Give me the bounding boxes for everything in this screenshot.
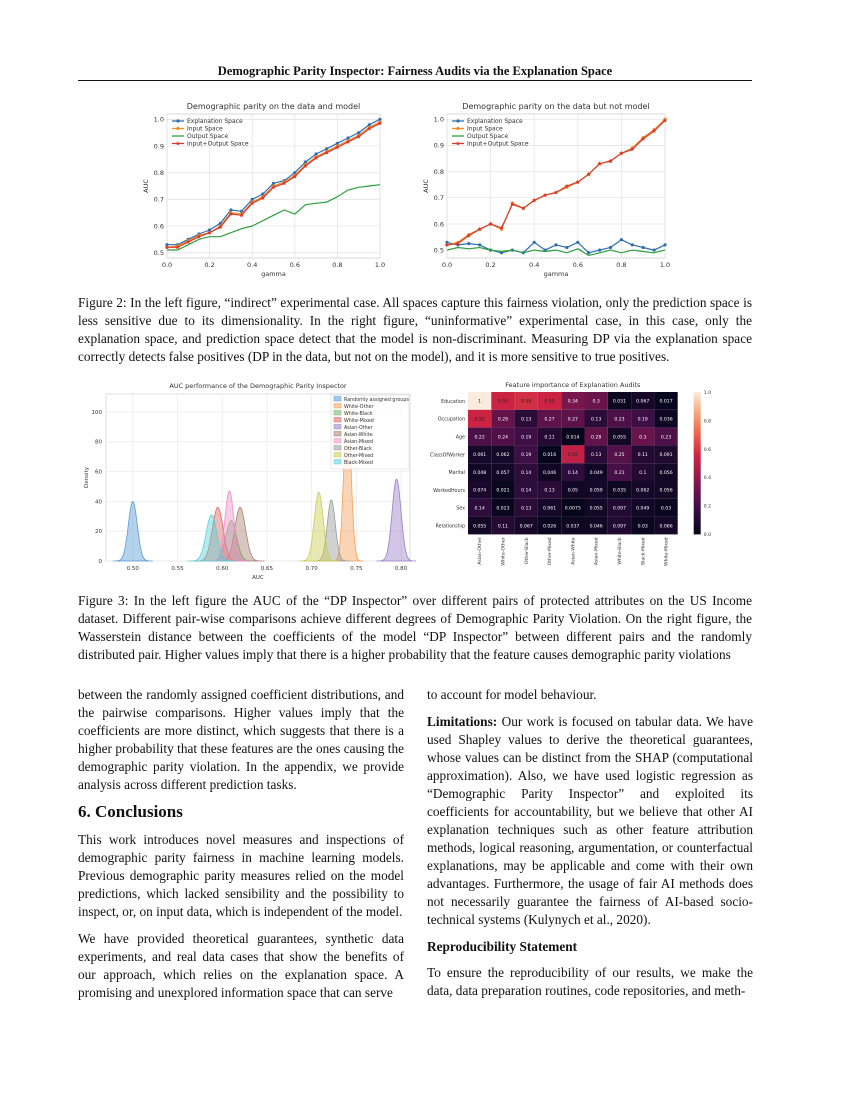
heatmap-cell-value: 0.55 <box>474 417 485 423</box>
heatmap-cell-value: 0.097 <box>612 524 627 530</box>
figure2-caption: Figure 2: In the left figure, “indirect” experimental case. All spaces capture this fairness violation, only the prediction space is less sensitive due to its dimensionality. In the right figure, “uninformative” experimental case, in this case, only the explanation space, and prediction space detect that the model is non-discriminant. Measuring DP via the explanation space correctly detects false positives (DP in the data, but not on the model), and it is more sensitive to true positives. <box>78 295 752 364</box>
legend-label: Input+Output Space <box>187 140 249 148</box>
x-tick-label: 0.60 <box>216 566 229 572</box>
y-tick-label: 20 <box>95 529 102 536</box>
heatmap-cell-value: 0.25 <box>614 453 625 459</box>
heatmap-cell-value: 0.056 <box>659 488 673 494</box>
heatmap-cell-value: 0.066 <box>659 524 673 530</box>
heatmap-row-label: Sex <box>456 506 465 512</box>
data-point <box>642 246 645 249</box>
heatmap-cell-value: 0.13 <box>544 488 555 494</box>
x-axis-label: gamma <box>543 270 569 278</box>
figure3-caption: Figure 3: In the left figure the AUC of the “DP Inspector” over different pairs of protected attributes on the US Income dataset. Different pair-wise comparisons achieve different degrees of Demographic Parity Violation. On the right figure, the Wasserstein distance between the coefficients of the model “DP Inspector” between different pairs and the randomly distributed pair. Higher values imply that there is a higher probability that the feature causes demographic parity violations <box>78 593 752 662</box>
colorbar-tick-label: 0.8 <box>703 419 712 425</box>
heatmap-cell-value: 0.21 <box>614 470 625 476</box>
heatmap-column-label: White-Other <box>501 537 507 566</box>
legend-label: Asian-White <box>344 432 373 438</box>
heatmap-column-label: White-Black <box>617 537 623 565</box>
legend-swatch <box>334 404 341 409</box>
y-tick-label: 0.6 <box>433 220 444 229</box>
data-point <box>609 246 612 249</box>
chart-title: AUC performance of the Demographic Parity Inspector <box>169 382 347 390</box>
legend-label: Output Space <box>467 133 509 141</box>
data-point <box>478 243 481 246</box>
data-point <box>663 243 666 246</box>
heatmap-column-label: White-Mixed <box>664 537 670 566</box>
running-title: Demographic Parity Inspector: Fairness Audits via the Explanation Space <box>217 64 613 78</box>
heatmap-cell-value: 1 <box>478 399 482 405</box>
colorbar-tick-label: 0.6 <box>703 447 712 453</box>
y-tick-label: 0.7 <box>433 194 444 203</box>
figure2-right-chart <box>420 98 675 278</box>
heatmap-cell-value: 0.14 <box>474 506 485 512</box>
x-tick-label: 1.0 <box>374 261 386 269</box>
y-tick-label: 1.0 <box>153 115 164 124</box>
heatmap-title: Feature importance of Explanation Audits <box>505 381 641 389</box>
data-point <box>533 241 536 244</box>
heatmap-cell-value: 0.23 <box>660 435 672 441</box>
heatmap-cell-value: 0.23 <box>614 417 625 423</box>
legend-label: Black-Mixed <box>344 460 373 466</box>
heatmap-cell-value: 0.34 <box>567 399 578 405</box>
heatmap-row-label: Marital <box>448 471 465 477</box>
heatmap-cell-value: 0.031 <box>612 399 627 405</box>
heatmap-cell-value: 0.55 <box>544 399 555 405</box>
heatmap-cell-value: 0.016 <box>542 453 557 459</box>
heatmap-cell-value: 0.055 <box>589 506 603 512</box>
heatmap-column-label: Asian-Other <box>478 537 484 565</box>
heatmap-row-label: Age <box>455 435 465 441</box>
limitations-title: Limitations: <box>427 714 498 729</box>
heatmap-cell-value: 0.13 <box>521 506 532 512</box>
legend-label: White-Other <box>344 404 374 410</box>
heatmap-cell-value: 0.067 <box>636 399 650 405</box>
y-tick-label: 0.5 <box>433 246 444 255</box>
y-tick-label: 0.9 <box>433 141 444 150</box>
legend-swatch <box>334 418 341 423</box>
x-tick-label: 0.6 <box>572 261 583 269</box>
legend-label: White-Black <box>344 411 373 417</box>
paragraph: between the randomly assigned coefficient distributions, and the pairwise comparisons. Higher values imply that the coefficients are more distinct, which suggests that there is a higher probability that these features are the ones causing the demographic parity violation. In the appendix, we provide analysis across different prediction tasks. <box>78 687 404 792</box>
x-tick-label: 0.80 <box>394 566 408 572</box>
data-point <box>467 242 470 245</box>
heatmap-cell-value: 0.023 <box>496 506 510 512</box>
chart-title: Demographic parity on the data and model <box>186 102 361 111</box>
paragraph: to account for model behaviour. <box>427 687 597 702</box>
heatmap-cell-value: 0.24 <box>497 435 509 441</box>
x-tick-label: 0.4 <box>247 261 258 269</box>
data-point <box>554 243 557 246</box>
heatmap-cell-value: 0.13 <box>521 417 532 423</box>
heatmap-cell-value: 0.037 <box>566 524 580 530</box>
x-tick-label: 0.2 <box>485 261 496 269</box>
legend-marker <box>176 119 179 122</box>
y-tick-label: 60 <box>95 469 102 476</box>
x-tick-label: 1.0 <box>659 261 671 269</box>
x-tick-label: 0.55 <box>171 566 184 572</box>
legend-label: Input+Output Space <box>467 140 529 148</box>
heatmap-cell-value: 0.062 <box>636 488 650 494</box>
heatmap-cell-value: 0.061 <box>542 506 557 512</box>
x-tick-label: 0.75 <box>350 566 363 572</box>
heatmap-cell-value: 0.048 <box>473 470 487 476</box>
legend-swatch <box>334 453 341 458</box>
legend-swatch <box>334 432 341 437</box>
y-tick-label: 0.7 <box>153 195 164 204</box>
heatmap-cell-value: 0.03 <box>660 506 672 512</box>
heatmap-cell-value: 0.061 <box>473 453 487 459</box>
data-point <box>620 238 623 241</box>
y-tick-label: 0.8 <box>153 168 164 177</box>
heatmap-column-label: Other-Mixed <box>548 537 554 566</box>
legend <box>331 395 409 469</box>
heatmap-cell-value: 0.28 <box>591 435 602 441</box>
x-tick-label: 0.8 <box>332 261 343 269</box>
heatmap-cell-value: 0.074 <box>473 488 487 494</box>
y-tick-label: 0.6 <box>153 222 164 231</box>
y-tick-label: 0.9 <box>153 142 164 151</box>
heatmap-cell-value: 0.035 <box>612 488 627 494</box>
heatmap-cell-value: 0.056 <box>659 470 673 476</box>
legend-label: Output Space <box>187 133 229 141</box>
heatmap-column-label: Black-Mixed <box>641 537 647 566</box>
data-point <box>587 251 590 254</box>
legend-marker <box>456 119 459 122</box>
y-tick-label: 40 <box>95 499 102 506</box>
data-point <box>576 241 579 244</box>
legend-swatch <box>334 446 341 451</box>
heatmap-cell-value: 0.046 <box>542 470 557 476</box>
heatmap-column-label: Other-Black <box>524 537 530 565</box>
legend-swatch <box>334 425 341 430</box>
x-axis-label: gamma <box>261 270 286 278</box>
y-axis-label: AUC <box>422 179 430 193</box>
colorbar <box>694 392 701 534</box>
limitations-text: Our work is focused on tabular data. We have used Shapley values to derive the theoretical guarantees, whose values can be distinct from the SHAP (computational approximation). Also, we have used logistic regression as “Demographic Parity Inspector” and exploited its coefficients for accountability, but we believe that other AI explanation techniques such as other feature attribution methods, logical reasoning, argumentation, or counterfactual explanations, may be applicable and come with their own advantages. Furthermore, the usage of fair AI methods does not necessarily guarantee the fairness of AI-based socio-technical systems (Kulynych et al., 2020). <box>427 714 753 927</box>
y-tick-label: 100 <box>91 409 102 416</box>
limitations-paragraph <box>427 713 753 929</box>
legend-swatch <box>334 411 341 416</box>
heatmap-column-label: Asian-White <box>571 537 577 565</box>
legend-label: Randomly assigned groups <box>344 397 409 403</box>
legend-label: Explanation Space <box>467 118 523 126</box>
heatmap-column-label: Asian-Mixed <box>594 537 600 566</box>
heatmap-cell-value: 0.14 <box>567 470 578 476</box>
y-tick-label: 1.0 <box>433 115 444 124</box>
heatmap-cell-value: 0.14 <box>521 488 532 494</box>
section-title: 6. Conclusions <box>78 802 183 821</box>
heatmap-cell-value: 0.52 <box>567 453 578 459</box>
heatmap-cell-value: 0.091 <box>659 453 673 459</box>
x-tick-label: 0.6 <box>289 261 300 269</box>
heatmap-cell-value: 0.014 <box>566 435 580 441</box>
heatmap-cell-value: 0.059 <box>589 488 603 494</box>
colorbar-tick-label: 0.2 <box>703 504 712 510</box>
heatmap-cell-value: 0.22 <box>474 435 485 441</box>
x-tick-label: 0.4 <box>529 261 540 269</box>
heatmap-cell-value: 0.062 <box>496 453 510 459</box>
y-tick-label: 80 <box>95 439 102 446</box>
heatmap-cell-value: 0.13 <box>591 417 602 423</box>
data-point <box>565 246 568 249</box>
paragraph: This work introduces novel measures and inspections of demographic parity fairness in machine learning models. Previous demographic parity measures relied on the model predictions, which lacked sensibility and the possibility to inspect, or, on input data, which is independent of the model. <box>78 832 404 919</box>
legend-swatch <box>334 397 341 402</box>
legend-label: Other-Black <box>344 446 372 452</box>
paragraph: To ensure the reproducibility of our results, we make the data, data preparation routines, code repositories, and meth- <box>427 965 753 998</box>
heatmap-row-label: Occupation <box>437 417 465 423</box>
x-tick-label: 0.65 <box>260 566 274 572</box>
paragraph: We have provided theoretical guarantees, synthetic data experiments, and real data cases that show the benefits of our approach, which relies on the explanation space. A promising and unexplored information space that can serve <box>78 931 404 1000</box>
heatmap-cell-value: 0.05 <box>567 488 578 494</box>
y-axis-label: Density <box>84 467 90 488</box>
data-point <box>631 243 634 246</box>
x-axis-label: AUC <box>252 575 264 581</box>
heatmap-cell-value: 0.049 <box>589 470 603 476</box>
x-tick-label: 0.50 <box>126 566 139 572</box>
heatmap-cell-value: 0.049 <box>636 506 650 512</box>
chart-title: Demographic parity on the data but not model <box>462 102 650 111</box>
heatmap-row-label: ClassOfWorker <box>430 453 465 459</box>
y-axis-label: AUC <box>142 179 150 193</box>
data-point <box>598 249 601 252</box>
legend-swatch <box>334 460 341 465</box>
colorbar-tick-label: 0.4 <box>703 476 712 482</box>
legend-label: Input Space <box>467 125 503 133</box>
heatmap-cell-value: 0.3 <box>592 399 600 405</box>
heatmap-cell-value: 0.03 <box>637 524 648 530</box>
left-column <box>78 686 404 1011</box>
x-tick-label: 0.0 <box>161 261 173 269</box>
legend-label: Asian-Other <box>344 425 373 431</box>
heatmap-row-label: Education <box>441 399 465 405</box>
y-tick-label: 0 <box>98 559 102 565</box>
right-column <box>427 686 753 1009</box>
heatmap-cell-value: 0.097 <box>612 506 627 512</box>
heatmap-cell-value: 0.27 <box>544 417 555 423</box>
legend-label: Other-Mixed <box>344 453 374 459</box>
header-rule <box>78 80 752 81</box>
legend-label: Explanation Space <box>187 118 243 126</box>
figure3-left-chart <box>76 380 416 585</box>
legend-label: Input Space <box>187 125 223 133</box>
legend-label: Asian-Mixed <box>344 439 373 445</box>
heatmap-cell-value: 0.046 <box>589 524 603 530</box>
legend-marker <box>456 127 459 130</box>
heatmap-cell-value: 0.13 <box>591 453 602 459</box>
colorbar-tick-label: 0.0 <box>703 533 712 539</box>
heatmap-cell-value: 0.055 <box>473 524 487 530</box>
heatmap-cell-value: 0.55 <box>497 399 509 405</box>
heatmap-cell-value: 0.1 <box>639 470 647 476</box>
legend-marker <box>176 127 179 130</box>
heatmap-cell-value: 0.055 <box>612 435 627 441</box>
x-tick-label: 0.2 <box>204 261 215 269</box>
x-tick-label: 0.70 <box>305 566 318 572</box>
heatmap-cell-value: 0.19 <box>637 417 648 423</box>
subsection-title: Reproducibility Statement <box>427 939 578 954</box>
figure3-right-heatmap <box>418 380 720 580</box>
heatmap-cell-value: 0.3 <box>639 435 647 441</box>
heatmap-cell-value: 0.026 <box>542 524 557 530</box>
heatmap-row-label: Relationship <box>435 524 465 530</box>
legend-swatch <box>334 439 341 444</box>
colorbar-tick-label: 1.0 <box>703 390 712 396</box>
data-point <box>653 249 656 252</box>
heatmap-cell-value: 0.11 <box>637 453 648 459</box>
legend-label: White-Mixed <box>344 418 374 424</box>
heatmap-cell-value: 0.58 <box>521 399 532 405</box>
heatmap-cell-value: 0.11 <box>544 435 555 441</box>
heatmap-row-label: WorkedHours <box>432 488 465 494</box>
figure2-left-chart <box>140 98 390 278</box>
heatmap-cell-value: 0.017 <box>659 399 673 405</box>
y-tick-label: 0.8 <box>433 167 444 176</box>
heatmap-cell-value: 0.19 <box>521 453 532 459</box>
heatmap-cell-value: 0.19 <box>521 435 532 441</box>
heatmap-cell-value: 0.11 <box>497 524 509 530</box>
x-tick-label: 0.0 <box>441 261 453 269</box>
heatmap-cell-value: 0.29 <box>497 417 509 423</box>
heatmap-cell-value: 0.14 <box>521 470 532 476</box>
y-tick-label: 0.5 <box>153 248 164 257</box>
heatmap-cell-value: 0.0075 <box>564 506 581 512</box>
heatmap-cell-value: 0.021 <box>496 488 510 494</box>
x-tick-label: 0.8 <box>616 261 627 269</box>
heatmap-cell-value: 0.27 <box>567 417 578 423</box>
heatmap-cell-value: 0.067 <box>519 524 533 530</box>
heatmap-cell-value: 0.057 <box>496 470 510 476</box>
heatmap-cell-value: 0.036 <box>659 417 673 423</box>
